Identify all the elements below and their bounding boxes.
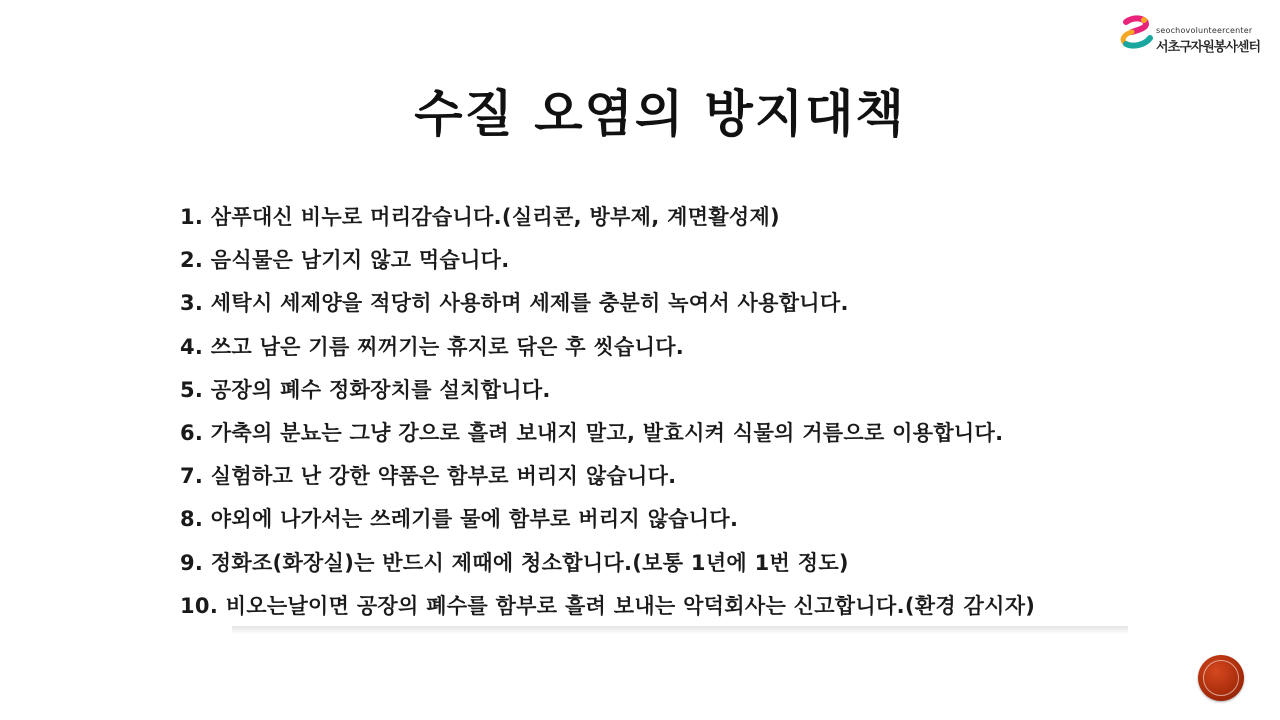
logo-korean-text: 서초구자원봉사센터 [1156,40,1261,55]
slide-nav-button[interactable] [1198,655,1244,701]
logo-english-text: seochovolunteercenter [1156,26,1253,35]
list-item: 7. 실험하고 난 강한 약품은 함부로 버리지 않습니다. [180,464,677,489]
list-item: 1. 삼푸대신 비누로 머리감습니다.(실리콘, 방부제, 계면활성제) [180,205,780,229]
list-item: 9. 정화조(화장실)는 반드시 제때에 청소합니다.(보통 1년에 1번 정도) [180,550,849,575]
content-image [160,60,1160,632]
volunteer-logo-icon [1116,14,1158,60]
list-item: 8. 야외에 나가서는 쓰레기를 물에 함부로 버리지 않습니다. [180,507,739,532]
list-item: 2. 음식물은 남기지 않고 먹습니다. [180,248,510,273]
list-item: 6. 가축의 분뇨는 그냥 강으로 흘려 보내지 말고, 발효시켜 식물의 거름으로 이용합니다. [180,420,1004,445]
slide-title: 수질 오염의 방지대책 [414,85,906,143]
list-item: 4. 쓰고 남은 기름 찌꺼기는 휴지로 닦은 후 씻습니다. [180,334,685,359]
list-item: 5. 공장의 폐수 정화장치를 설치합니다. [180,377,551,402]
image-shadow-divider [232,626,1128,634]
logo [1116,14,1266,62]
list-item: 10. 비오는날이면 공장의 폐수를 함부로 흘려 보내는 악덕회사는 신고합니다.(환경 감시자) [180,593,1036,618]
prevention-list [180,196,1035,628]
list-item: 3. 세탁시 세제양을 적당히 사용하며 세제를 충분히 녹여서 사용합니다. [180,291,849,316]
